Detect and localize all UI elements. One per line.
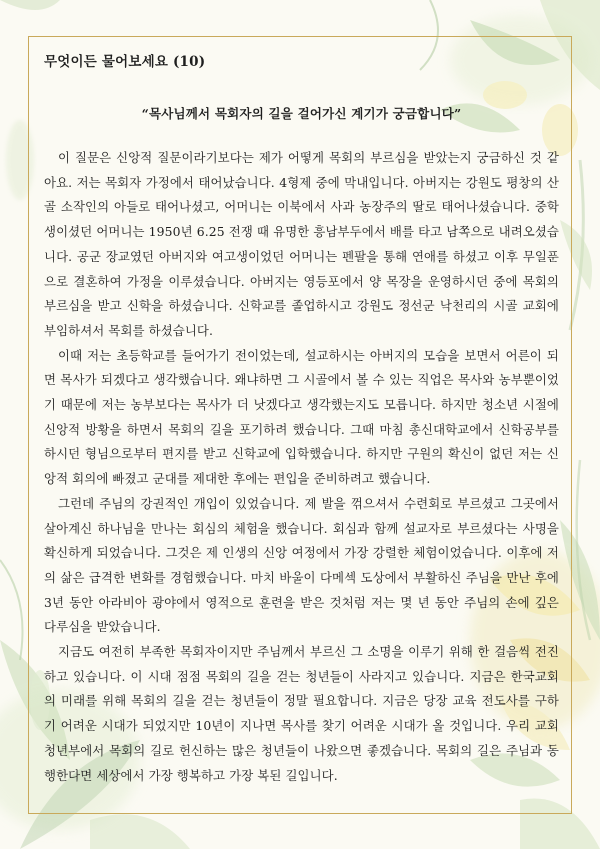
question-heading: “목사님께서 목회자의 길을 걸어가신 계기가 궁금합니다”: [141, 106, 462, 121]
paragraph-3: 그런데 주님의 강권적인 개입이 있었습니다. 제 발을 꺾으셔서 수련회로 부르셨고 그곳에서 살아계신 하나님을 만나는 회심의 체험을 했습니다. 회심과 함께 설교자로 부르셨다는 사명을 확신하게 되었습니다. 그것은 제 인생의 신앙 여정에서 가장 강렬한 체험이었습니다. 이후에 저의 삶은 급격한 변화를 경험했습니다. 마치 바울이 다메섹 도상에서 부활하신 주님을 만난 후에 3년 동안 아라비아 광야에서 영적으로 훈련을 받은 것처럼 저는 몇 년 동안 주님의 손에 깊은 다루심을 받았습니다.: [44, 495, 559, 635]
paragraph-1: 이 질문은 신앙적 질문이라기보다는 제가 어떻게 목회의 부르심을 받았는지 궁금하신 것 같아요. 저는 목회자 가정에서 태어났습니다. 4형제 중에 막내입니다. 아버지는 강원도 평창의 산골 소작인의 아들로 태어나셨고, 어머니는 이북에서 사과 농장주의 딸로 태어나셨습니다. 중학생이셨던 어머니는 1950년 6.25 전쟁 때 유명한 흥남부두에서 배를 타고 남쪽으로 내려오셨습니다. 공군 장교였던 아버지와 여고생이었던 어머니는 펜팔을 통해 연애를 하셨고 이후 무일푼으로 결혼하여 가정을 이루셨습니다. 아버지는 영등포에서 양 목장을 운영하시던 중에 목회의 부르심을 받고 신학을 하셨습니다. 신학교를 졸업하시고 강원도 정선군 낙천리의 시골 교회에 부임하셔서 목회를 하셨습니다.: [44, 150, 559, 338]
series-title: 무엇이든 물어보세요 (10): [44, 54, 206, 70]
paragraph-4: 지금도 여전히 부족한 목회자이지만 주님께서 부르신 그 소명을 이루기 위해 한 걸음씩 전진하고 있습니다. 이 시대 점점 목회의 길을 걷는 청년들이 사라지고 있습니다. 지금은 한국교회의 미래를 위해 목회의 길을 걷는 청년들이 정말 필요합니다. 지금은 당장 교육 전도사를 구하기 어려운 시대가 되었지만 10년이 지나면 목사를 찾기 어려운 시대가 올 것입니다. 우리 교회 청년부에서 목회의 길로 헌신하는 많은 청년들이 나왔으면 좋겠습니다. 목회의 길은 주님과 동행한다면 세상에서 가장 행복하고 가장 복된 길입니다.: [44, 644, 559, 783]
body-text: [44, 146, 559, 788]
paragraph-2: 이때 저는 초등학교를 들어가기 전이었는데, 설교하시는 아버지의 모습을 보면서 어른이 되면 목사가 되겠다고 생각했습니다. 왜냐하면 그 시골에서 볼 수 있는 직업은 목사와 농부뿐이었기 때문에 저는 농부보다는 목사가 더 낫겠다고 생각했는지도 모릅니다. 하지만 청소년 시절에 신앙적 방황을 하면서 목회의 길을 포기하려 했습니다. 그때 마침 총신대학교에서 신학공부를 하시던 형님으로부터 편지를 받고 신학교에 입학했습니다. 하지만 구원의 확신이 없던 저는 신앙적 회의에 빠졌고 군대를 제대한 후에는 편입을 준비하려고 했습니다.: [44, 347, 559, 487]
document-content: [44, 50, 559, 788]
